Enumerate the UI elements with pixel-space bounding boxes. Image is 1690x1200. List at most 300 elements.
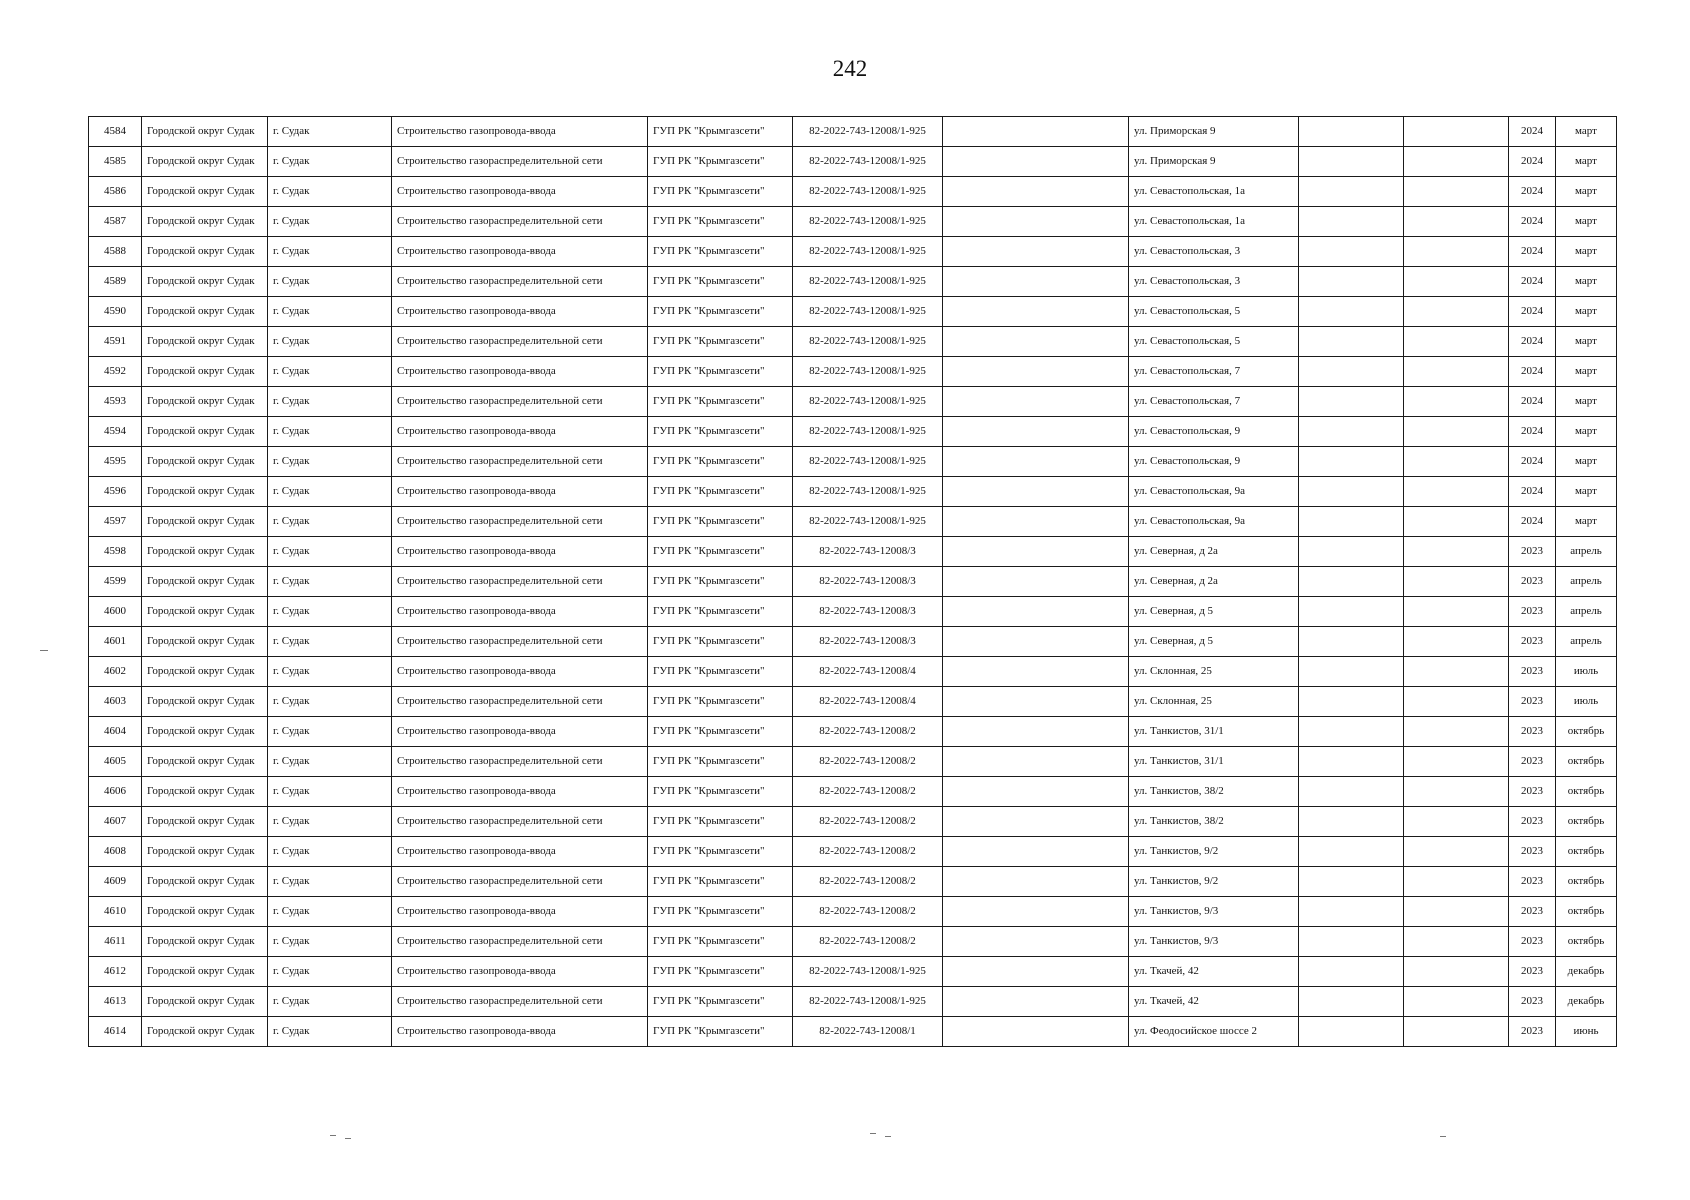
city-cell: г. Судак [268, 207, 392, 237]
month-cell: апрель [1556, 567, 1617, 597]
table-row [89, 447, 1617, 477]
address-cell: ул. Приморская 9 [1129, 147, 1299, 177]
permit-number-cell: 82-2022-743-12008/2 [793, 807, 943, 837]
organization-cell: ГУП РК "Крымгазсети" [648, 807, 793, 837]
empty-cell [943, 447, 1129, 477]
row-number: 4590 [89, 297, 142, 327]
work-type-cell: Строительство газопровода-ввода [392, 897, 648, 927]
empty-cell [943, 1017, 1129, 1047]
permit-number-cell: 82-2022-743-12008/1-925 [793, 117, 943, 147]
organization-cell: ГУП РК "Крымгазсети" [648, 897, 793, 927]
district-cell: Городской округ Судак [142, 387, 268, 417]
address-cell: ул. Приморская 9 [1129, 117, 1299, 147]
month-cell: март [1556, 237, 1617, 267]
city-cell: г. Судак [268, 267, 392, 297]
empty-cell [1299, 807, 1404, 837]
empty-cell [1404, 237, 1509, 267]
empty-cell [1299, 117, 1404, 147]
empty-cell [1299, 657, 1404, 687]
empty-cell [1299, 477, 1404, 507]
permit-number-cell: 82-2022-743-12008/1-925 [793, 507, 943, 537]
address-cell: ул. Северная, д 2а [1129, 537, 1299, 567]
month-cell: март [1556, 357, 1617, 387]
address-cell: ул. Севастопольская, 9 [1129, 417, 1299, 447]
work-type-cell: Строительство газопровода-ввода [392, 777, 648, 807]
row-number: 4608 [89, 837, 142, 867]
district-cell: Городской округ Судак [142, 567, 268, 597]
month-cell: март [1556, 327, 1617, 357]
empty-cell [1299, 297, 1404, 327]
organization-cell: ГУП РК "Крымгазсети" [648, 987, 793, 1017]
empty-cell [1404, 867, 1509, 897]
empty-cell [1299, 417, 1404, 447]
organization-cell: ГУП РК "Крымгазсети" [648, 597, 793, 627]
district-cell: Городской округ Судак [142, 327, 268, 357]
permit-number-cell: 82-2022-743-12008/2 [793, 867, 943, 897]
month-cell: март [1556, 387, 1617, 417]
work-type-cell: Строительство газопровода-ввода [392, 477, 648, 507]
city-cell: г. Судак [268, 237, 392, 267]
month-cell: март [1556, 417, 1617, 447]
month-cell: март [1556, 507, 1617, 537]
permit-number-cell: 82-2022-743-12008/1-925 [793, 147, 943, 177]
permit-number-cell: 82-2022-743-12008/2 [793, 747, 943, 777]
work-type-cell: Строительство газопровода-ввода [392, 237, 648, 267]
address-cell: ул. Феодосийское шоссе 2 [1129, 1017, 1299, 1047]
empty-cell [943, 117, 1129, 147]
row-number: 4604 [89, 717, 142, 747]
organization-cell: ГУП РК "Крымгазсети" [648, 477, 793, 507]
work-type-cell: Строительство газораспределительной сети [392, 927, 648, 957]
address-cell: ул. Севастопольская, 1а [1129, 177, 1299, 207]
address-cell: ул. Севастопольская, 3 [1129, 237, 1299, 267]
permit-number-cell: 82-2022-743-12008/4 [793, 657, 943, 687]
month-cell: июнь [1556, 1017, 1617, 1047]
empty-cell [1404, 657, 1509, 687]
district-cell: Городской округ Судак [142, 747, 268, 777]
row-number: 4587 [89, 207, 142, 237]
organization-cell: ГУП РК "Крымгазсети" [648, 867, 793, 897]
empty-cell [943, 507, 1129, 537]
work-type-cell: Строительство газораспределительной сети [392, 567, 648, 597]
empty-cell [943, 537, 1129, 567]
year-cell: 2023 [1509, 627, 1556, 657]
work-type-cell: Строительство газопровода-ввода [392, 297, 648, 327]
year-cell: 2023 [1509, 747, 1556, 777]
month-cell: март [1556, 207, 1617, 237]
empty-cell [1404, 837, 1509, 867]
organization-cell: ГУП РК "Крымгазсети" [648, 177, 793, 207]
city-cell: г. Судак [268, 297, 392, 327]
year-cell: 2024 [1509, 387, 1556, 417]
district-cell: Городской округ Судак [142, 657, 268, 687]
table-row [89, 417, 1617, 447]
address-cell: ул. Севастопольская, 1а [1129, 207, 1299, 237]
organization-cell: ГУП РК "Крымгазсети" [648, 567, 793, 597]
row-number: 4607 [89, 807, 142, 837]
organization-cell: ГУП РК "Крымгазсети" [648, 357, 793, 387]
year-cell: 2024 [1509, 447, 1556, 477]
table-row [89, 627, 1617, 657]
table-row [89, 147, 1617, 177]
year-cell: 2023 [1509, 837, 1556, 867]
work-type-cell: Строительство газораспределительной сети [392, 207, 648, 237]
row-number: 4611 [89, 927, 142, 957]
table-row [89, 927, 1617, 957]
table-row [89, 867, 1617, 897]
address-cell: ул. Танкистов, 9/3 [1129, 897, 1299, 927]
empty-cell [943, 567, 1129, 597]
year-cell: 2024 [1509, 147, 1556, 177]
empty-cell [1299, 987, 1404, 1017]
organization-cell: ГУП РК "Крымгазсети" [648, 657, 793, 687]
empty-cell [1404, 267, 1509, 297]
empty-cell [1404, 417, 1509, 447]
empty-cell [943, 177, 1129, 207]
address-cell: ул. Севастопольская, 3 [1129, 267, 1299, 297]
work-type-cell: Строительство газопровода-ввода [392, 657, 648, 687]
row-number: 4593 [89, 387, 142, 417]
permit-number-cell: 82-2022-743-12008/1-925 [793, 327, 943, 357]
table-row [89, 657, 1617, 687]
permit-number-cell: 82-2022-743-12008/3 [793, 567, 943, 597]
organization-cell: ГУП РК "Крымгазсети" [648, 417, 793, 447]
table-row [89, 207, 1617, 237]
row-number: 4603 [89, 687, 142, 717]
district-cell: Городской округ Судак [142, 777, 268, 807]
page-number: 242 [832, 56, 868, 81]
table-row [89, 897, 1617, 927]
empty-cell [943, 297, 1129, 327]
year-cell: 2023 [1509, 957, 1556, 987]
empty-cell [1299, 207, 1404, 237]
empty-cell [1404, 297, 1509, 327]
year-cell: 2023 [1509, 687, 1556, 717]
year-cell: 2023 [1509, 597, 1556, 627]
table-row [89, 1017, 1617, 1047]
organization-cell: ГУП РК "Крымгазсети" [648, 387, 793, 417]
organization-cell: ГУП РК "Крымгазсети" [648, 237, 793, 267]
empty-cell [943, 597, 1129, 627]
city-cell: г. Судак [268, 927, 392, 957]
address-cell: ул. Севастопольская, 9 [1129, 447, 1299, 477]
year-cell: 2024 [1509, 417, 1556, 447]
permit-number-cell: 82-2022-743-12008/1-925 [793, 237, 943, 267]
table-row [89, 387, 1617, 417]
row-number: 4606 [89, 777, 142, 807]
permit-number-cell: 82-2022-743-12008/3 [793, 597, 943, 627]
address-cell: ул. Танкистов, 38/2 [1129, 777, 1299, 807]
permit-number-cell: 82-2022-743-12008/1-925 [793, 987, 943, 1017]
city-cell: г. Судак [268, 897, 392, 927]
empty-cell [943, 957, 1129, 987]
address-cell: ул. Склонная, 25 [1129, 687, 1299, 717]
permit-number-cell: 82-2022-743-12008/1-925 [793, 957, 943, 987]
empty-cell [1404, 177, 1509, 207]
empty-cell [1404, 507, 1509, 537]
table-row [89, 987, 1617, 1017]
organization-cell: ГУП РК "Крымгазсети" [648, 507, 793, 537]
month-cell: октябрь [1556, 747, 1617, 777]
empty-cell [1299, 957, 1404, 987]
organization-cell: ГУП РК "Крымгазсети" [648, 1017, 793, 1047]
empty-cell [943, 387, 1129, 417]
district-cell: Городской округ Судак [142, 147, 268, 177]
year-cell: 2024 [1509, 477, 1556, 507]
empty-cell [943, 747, 1129, 777]
gasification-registry-table [88, 116, 1617, 1047]
table-row [89, 747, 1617, 777]
district-cell: Городской округ Судак [142, 417, 268, 447]
table-row [89, 507, 1617, 537]
empty-cell [1299, 147, 1404, 177]
city-cell: г. Судак [268, 657, 392, 687]
empty-cell [943, 417, 1129, 447]
city-cell: г. Судак [268, 807, 392, 837]
empty-cell [943, 807, 1129, 837]
permit-number-cell: 82-2022-743-12008/2 [793, 777, 943, 807]
year-cell: 2024 [1509, 177, 1556, 207]
row-number: 4588 [89, 237, 142, 267]
work-type-cell: Строительство газораспределительной сети [392, 387, 648, 417]
empty-cell [1299, 897, 1404, 927]
empty-cell [1299, 507, 1404, 537]
empty-cell [1404, 357, 1509, 387]
row-number: 4584 [89, 117, 142, 147]
month-cell: октябрь [1556, 867, 1617, 897]
work-type-cell: Строительство газопровода-ввода [392, 117, 648, 147]
district-cell: Городской округ Судак [142, 1017, 268, 1047]
work-type-cell: Строительство газораспределительной сети [392, 267, 648, 297]
table-row [89, 117, 1617, 147]
empty-cell [943, 267, 1129, 297]
address-cell: ул. Севастопольская, 9а [1129, 507, 1299, 537]
empty-cell [1299, 627, 1404, 657]
row-number: 4609 [89, 867, 142, 897]
city-cell: г. Судак [268, 147, 392, 177]
table-row [89, 837, 1617, 867]
permit-number-cell: 82-2022-743-12008/1-925 [793, 357, 943, 387]
work-type-cell: Строительство газораспределительной сети [392, 867, 648, 897]
row-number: 4585 [89, 147, 142, 177]
district-cell: Городской округ Судак [142, 987, 268, 1017]
permit-number-cell: 82-2022-743-12008/3 [793, 627, 943, 657]
empty-cell [1299, 387, 1404, 417]
permit-number-cell: 82-2022-743-12008/2 [793, 717, 943, 747]
row-number: 4598 [89, 537, 142, 567]
address-cell: ул. Ткачей, 42 [1129, 987, 1299, 1017]
empty-cell [1299, 777, 1404, 807]
permit-number-cell: 82-2022-743-12008/1-925 [793, 417, 943, 447]
address-cell: ул. Севастопольская, 7 [1129, 387, 1299, 417]
city-cell: г. Судак [268, 567, 392, 597]
empty-cell [1299, 837, 1404, 867]
table-row [89, 297, 1617, 327]
scan-artifact [40, 650, 48, 651]
empty-cell [943, 717, 1129, 747]
month-cell: октябрь [1556, 777, 1617, 807]
district-cell: Городской округ Судак [142, 837, 268, 867]
table-row [89, 357, 1617, 387]
district-cell: Городской округ Судак [142, 597, 268, 627]
permit-number-cell: 82-2022-743-12008/1-925 [793, 177, 943, 207]
table-row [89, 717, 1617, 747]
empty-cell [1404, 327, 1509, 357]
empty-cell [1404, 387, 1509, 417]
row-number: 4605 [89, 747, 142, 777]
organization-cell: ГУП РК "Крымгазсети" [648, 717, 793, 747]
empty-cell [1404, 207, 1509, 237]
table-row [89, 177, 1617, 207]
month-cell: октябрь [1556, 837, 1617, 867]
address-cell: ул. Северная, д 5 [1129, 627, 1299, 657]
table-row [89, 327, 1617, 357]
organization-cell: ГУП РК "Крымгазсети" [648, 927, 793, 957]
empty-cell [1404, 597, 1509, 627]
row-number: 4614 [89, 1017, 142, 1047]
work-type-cell: Строительство газораспределительной сети [392, 447, 648, 477]
organization-cell: ГУП РК "Крымгазсети" [648, 297, 793, 327]
month-cell: октябрь [1556, 717, 1617, 747]
table-body [89, 117, 1617, 1047]
work-type-cell: Строительство газораспределительной сети [392, 627, 648, 657]
permit-number-cell: 82-2022-743-12008/1 [793, 1017, 943, 1047]
empty-cell [1404, 777, 1509, 807]
table-row [89, 957, 1617, 987]
empty-cell [943, 357, 1129, 387]
year-cell: 2024 [1509, 237, 1556, 267]
city-cell: г. Судак [268, 717, 392, 747]
city-cell: г. Судак [268, 747, 392, 777]
empty-cell [1299, 597, 1404, 627]
scan-artifact [870, 1133, 876, 1134]
row-number: 4592 [89, 357, 142, 387]
empty-cell [1299, 687, 1404, 717]
city-cell: г. Судак [268, 537, 392, 567]
row-number: 4601 [89, 627, 142, 657]
empty-cell [943, 147, 1129, 177]
month-cell: октябрь [1556, 897, 1617, 927]
district-cell: Городской округ Судак [142, 687, 268, 717]
organization-cell: ГУП РК "Крымгазсети" [648, 747, 793, 777]
empty-cell [1299, 177, 1404, 207]
address-cell: ул. Склонная, 25 [1129, 657, 1299, 687]
row-number: 4610 [89, 897, 142, 927]
organization-cell: ГУП РК "Крымгазсети" [648, 537, 793, 567]
year-cell: 2023 [1509, 1017, 1556, 1047]
organization-cell: ГУП РК "Крымгазсети" [648, 447, 793, 477]
address-cell: ул. Танкистов, 9/2 [1129, 837, 1299, 867]
work-type-cell: Строительство газораспределительной сети [392, 747, 648, 777]
address-cell: ул. Севастопольская, 9а [1129, 477, 1299, 507]
work-type-cell: Строительство газопровода-ввода [392, 957, 648, 987]
month-cell: апрель [1556, 627, 1617, 657]
month-cell: октябрь [1556, 807, 1617, 837]
year-cell: 2023 [1509, 657, 1556, 687]
empty-cell [943, 627, 1129, 657]
table-row [89, 477, 1617, 507]
year-cell: 2023 [1509, 807, 1556, 837]
row-number: 4596 [89, 477, 142, 507]
work-type-cell: Строительство газораспределительной сети [392, 807, 648, 837]
table-row [89, 777, 1617, 807]
district-cell: Городской округ Судак [142, 507, 268, 537]
empty-cell [943, 867, 1129, 897]
organization-cell: ГУП РК "Крымгазсети" [648, 207, 793, 237]
row-number: 4595 [89, 447, 142, 477]
year-cell: 2023 [1509, 927, 1556, 957]
row-number: 4586 [89, 177, 142, 207]
empty-cell [1299, 267, 1404, 297]
year-cell: 2024 [1509, 357, 1556, 387]
organization-cell: ГУП РК "Крымгазсети" [648, 117, 793, 147]
year-cell: 2024 [1509, 297, 1556, 327]
month-cell: март [1556, 267, 1617, 297]
empty-cell [1299, 537, 1404, 567]
district-cell: Городской округ Судак [142, 867, 268, 897]
month-cell: март [1556, 297, 1617, 327]
table-row [89, 807, 1617, 837]
table-row [89, 687, 1617, 717]
organization-cell: ГУП РК "Крымгазсети" [648, 147, 793, 177]
address-cell: ул. Северная, д 2а [1129, 567, 1299, 597]
row-number: 4589 [89, 267, 142, 297]
empty-cell [1404, 447, 1509, 477]
organization-cell: ГУП РК "Крымгазсети" [648, 777, 793, 807]
empty-cell [1299, 927, 1404, 957]
row-number: 4600 [89, 597, 142, 627]
empty-cell [943, 477, 1129, 507]
empty-cell [943, 327, 1129, 357]
row-number: 4613 [89, 987, 142, 1017]
organization-cell: ГУП РК "Крымгазсети" [648, 627, 793, 657]
address-cell: ул. Танкистов, 9/2 [1129, 867, 1299, 897]
permit-number-cell: 82-2022-743-12008/1-925 [793, 477, 943, 507]
year-cell: 2023 [1509, 897, 1556, 927]
empty-cell [943, 777, 1129, 807]
month-cell: декабрь [1556, 987, 1617, 1017]
city-cell: г. Судак [268, 417, 392, 447]
empty-cell [1299, 357, 1404, 387]
city-cell: г. Судак [268, 627, 392, 657]
permit-number-cell: 82-2022-743-12008/2 [793, 837, 943, 867]
empty-cell [1299, 567, 1404, 597]
empty-cell [943, 657, 1129, 687]
district-cell: Городской округ Судак [142, 237, 268, 267]
district-cell: Городской округ Судак [142, 207, 268, 237]
organization-cell: ГУП РК "Крымгазсети" [648, 267, 793, 297]
empty-cell [1404, 537, 1509, 567]
address-cell: ул. Танкистов, 31/1 [1129, 747, 1299, 777]
work-type-cell: Строительство газораспределительной сети [392, 987, 648, 1017]
month-cell: октябрь [1556, 927, 1617, 957]
month-cell: март [1556, 147, 1617, 177]
table-row [89, 537, 1617, 567]
district-cell: Городской округ Судак [142, 357, 268, 387]
month-cell: апрель [1556, 537, 1617, 567]
address-cell: ул. Танкистов, 38/2 [1129, 807, 1299, 837]
district-cell: Городской округ Судак [142, 177, 268, 207]
work-type-cell: Строительство газораспределительной сети [392, 147, 648, 177]
permit-number-cell: 82-2022-743-12008/3 [793, 537, 943, 567]
district-cell: Городской округ Судак [142, 297, 268, 327]
permit-number-cell: 82-2022-743-12008/1-925 [793, 207, 943, 237]
empty-cell [943, 837, 1129, 867]
city-cell: г. Судак [268, 387, 392, 417]
year-cell: 2023 [1509, 987, 1556, 1017]
empty-cell [1299, 717, 1404, 747]
city-cell: г. Судак [268, 597, 392, 627]
